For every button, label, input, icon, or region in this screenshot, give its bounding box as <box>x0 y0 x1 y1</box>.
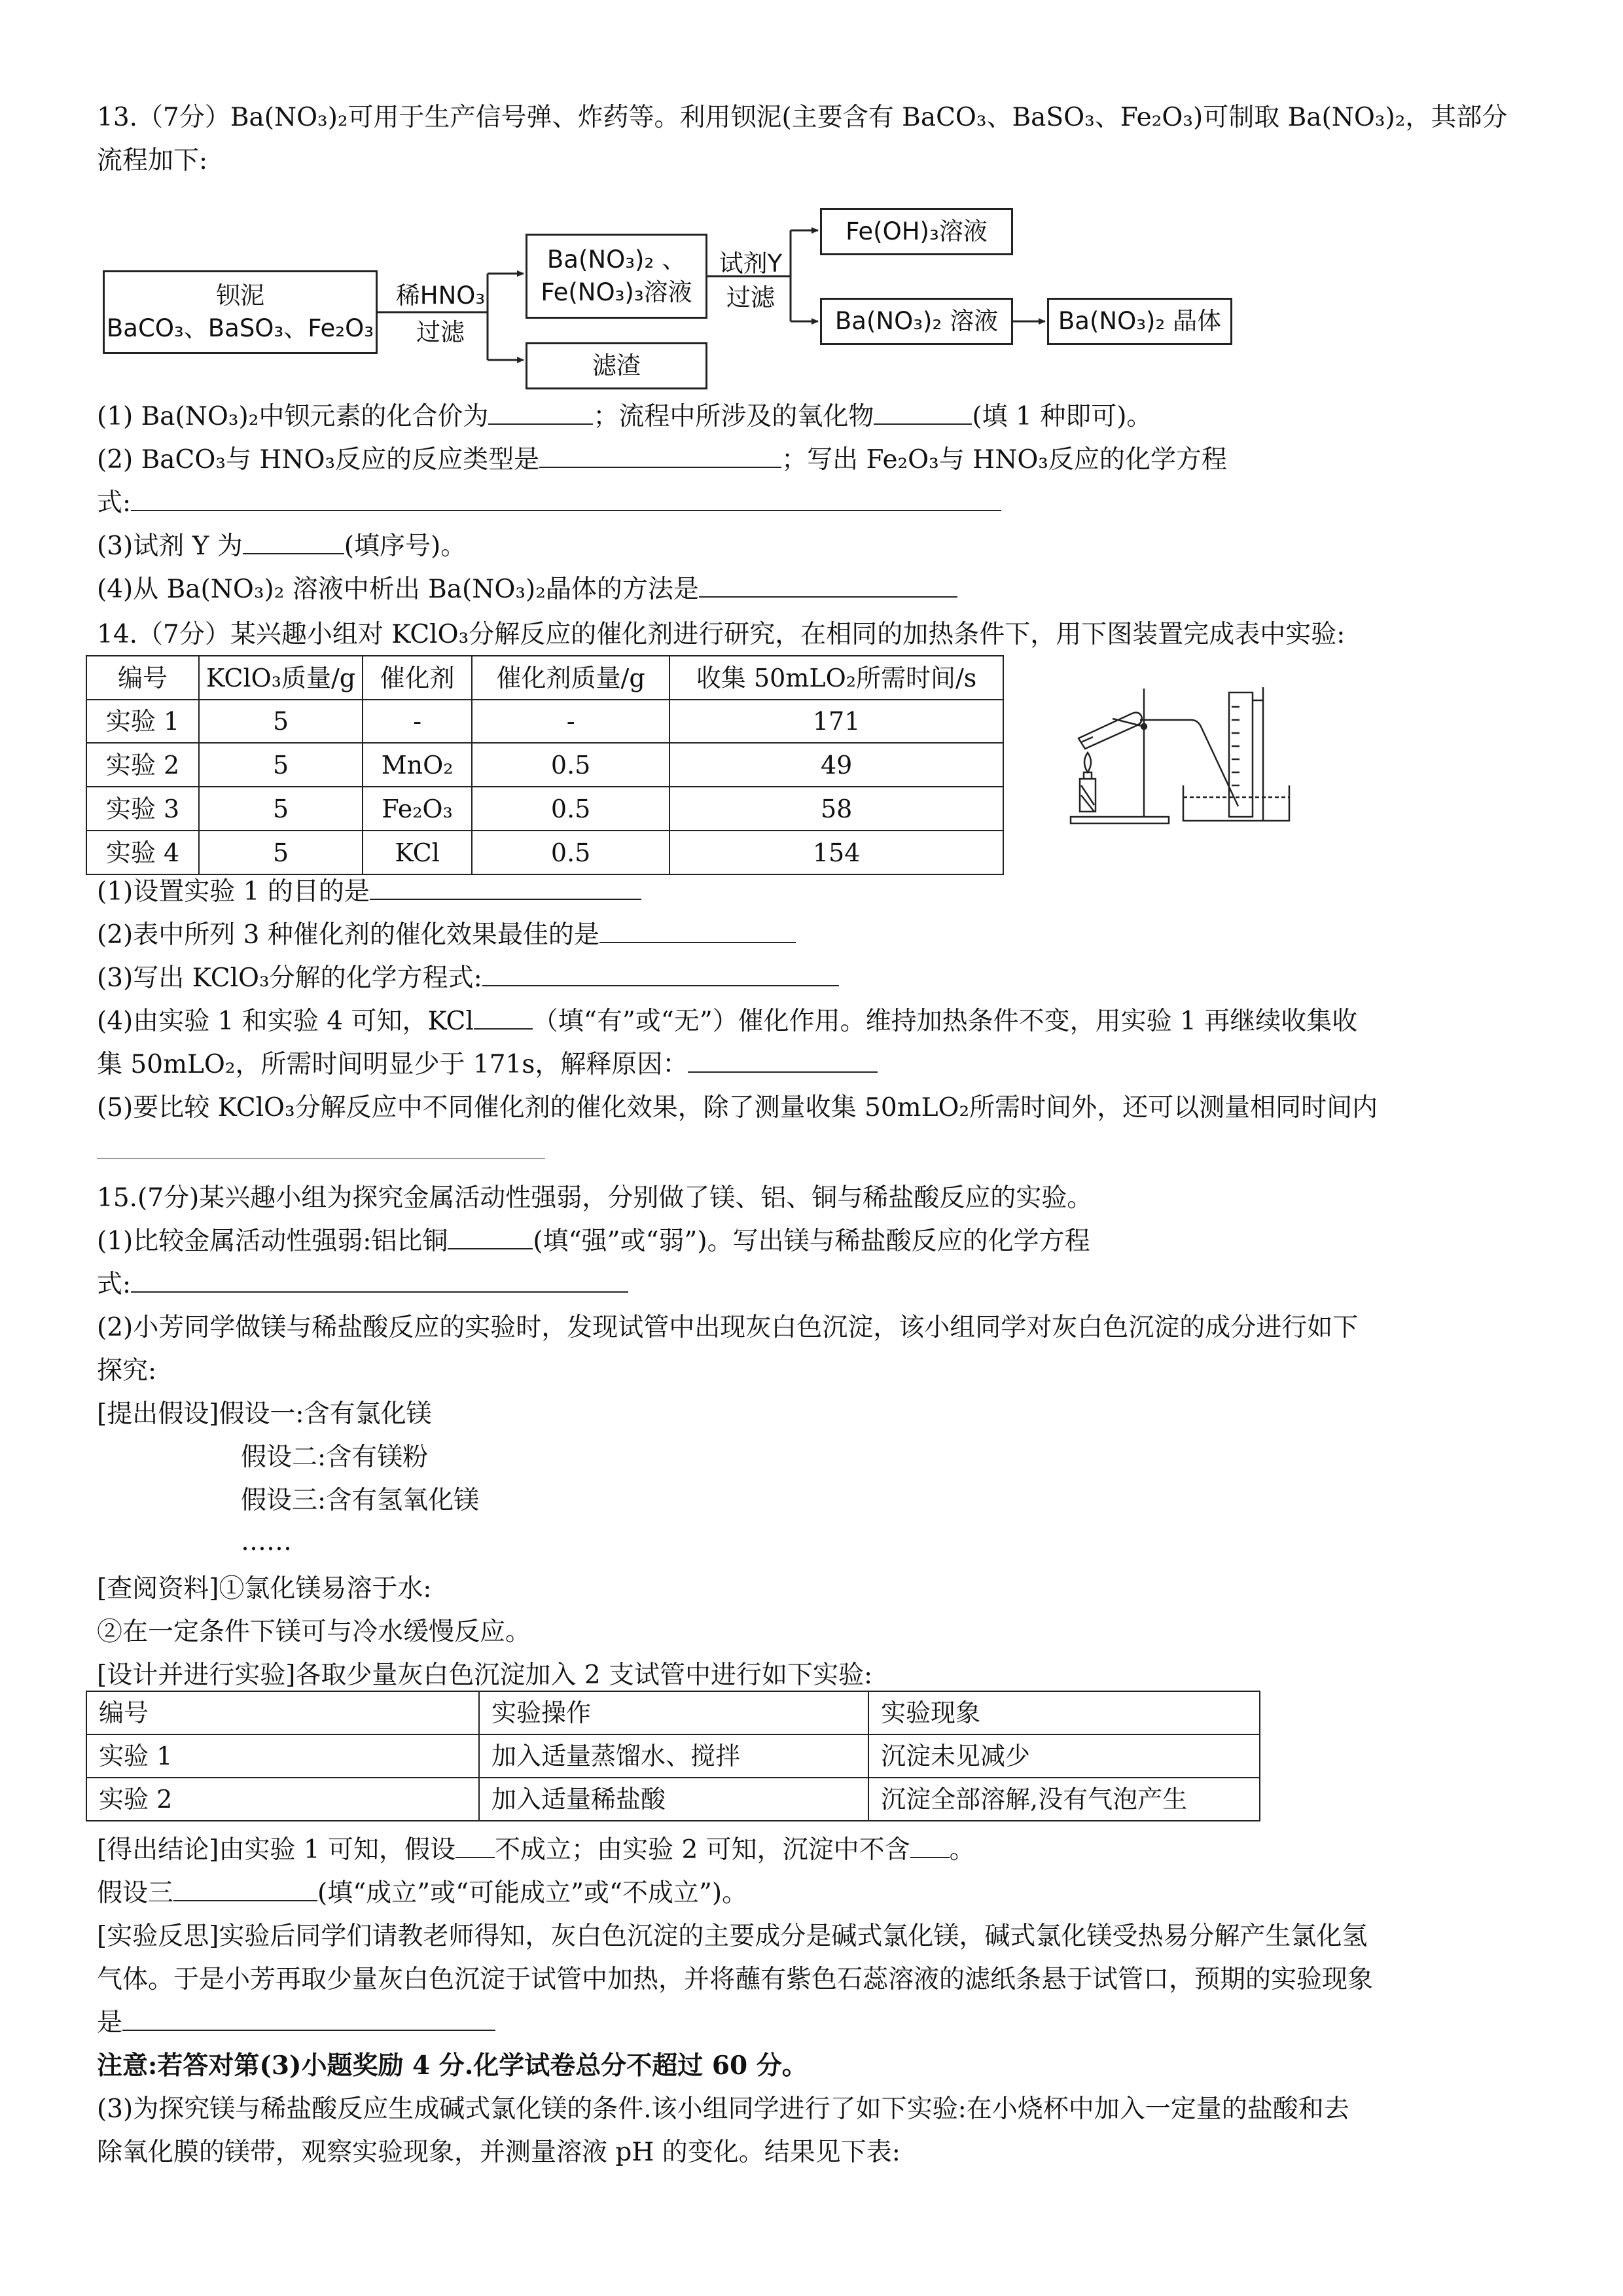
q15-conclusion-blank-2[interactable] <box>910 1837 950 1858</box>
q13-part1-blank-2[interactable] <box>874 404 972 425</box>
q14-part3-blank[interactable] <box>482 965 839 986</box>
q15-part1-blank-1[interactable] <box>448 1229 533 1249</box>
table-row <box>86 1734 1260 1778</box>
q15-conclusion-1 <box>97 1837 975 1863</box>
q14-part3 <box>97 965 839 991</box>
table-row <box>86 1778 1260 1821</box>
q14-cell: 实验 2 <box>86 743 199 787</box>
q13-part2 <box>97 447 1227 473</box>
q14-table-header-row <box>86 656 1003 700</box>
q15-part1-cont <box>97 1272 628 1297</box>
q14-part1 <box>97 879 641 905</box>
q15-hypothesis-3: 假设三:含有氢氧化镁 <box>241 1486 480 1515</box>
q14-cell: 实验 3 <box>86 787 199 831</box>
oxygen-collection-apparatus-figure <box>1067 681 1302 831</box>
q13-part2-blank-1[interactable] <box>539 447 781 468</box>
q15-part1 <box>97 1229 1090 1254</box>
q13-stem-line2: 流程加下: <box>97 146 208 175</box>
q15-col-id: 编号 <box>86 1691 479 1734</box>
q13-stem-line1: 13.（7分）Ba(NO₃)₂可用于生产信号弹、炸药等。利用钡泥(主要含有 BaCO₃、BaSO₃、Fe₂O₃)可制取 Ba(NO₃)₂，其部分 <box>97 103 1508 132</box>
q14-part1-text: (1)设置实验 1 的目的是 <box>97 877 370 906</box>
q15-part1-text-c: 式: <box>97 1270 132 1299</box>
q15-part2-line1: (2)小芳同学做镁与稀盐酸反应的实验时，发现试管中出现灰白色沉淀，该小组同学对灰白色沉淀的成分进行如下 <box>97 1313 1359 1342</box>
q15-cell: 沉淀全部溶解,没有气泡产生 <box>868 1778 1260 1821</box>
table-row <box>86 700 1003 743</box>
q14-part2-blank[interactable] <box>599 922 796 943</box>
table-row <box>86 743 1003 787</box>
q15-cell: 实验 1 <box>86 1734 479 1778</box>
q14-part5: (5)要比较 KClO₃分解反应中不同催化剂的催化效果，除了测量收集 50mLO₂所需时间外，还可以测量相同时间内 <box>97 1093 1378 1122</box>
flow-box-residue-label: 滤渣 <box>592 351 641 380</box>
flow-box-barium-mud-formula: BaCO₃、BaSO₃、Fe₂O₃ <box>106 314 374 342</box>
q15-table <box>86 1691 1260 1821</box>
q13-part1 <box>97 404 1152 429</box>
q15-reflection-2: 气体。于是小芳再取少量灰白色沉淀于试管中加热，并将蘸有紫色石蕊溶液的滤纸条悬于试管口，预期的实验现象 <box>97 1965 1374 1994</box>
q15-conclusion-text-e: (填“成立”或“可能成立”或“不成立”)。 <box>317 1878 748 1908</box>
q13-part1-text-a: (1) Ba(NO₃)₂中钡元素的化合价为 <box>97 402 489 431</box>
q15-col-phenomenon: 实验现象 <box>868 1691 1260 1734</box>
q14-cell: - <box>363 700 472 743</box>
flow-label-filter-1: 过滤 <box>416 318 465 346</box>
q14-cell: 49 <box>669 743 1003 787</box>
q13-part2-text-b: ；写出 Fe₂O₃与 HNO₃反应的化学方程 <box>781 445 1227 475</box>
q13-part3-text-a: (3)试剂 Y 为 <box>97 531 243 561</box>
q14-cell: KCl <box>363 831 472 874</box>
q14-cell: 实验 4 <box>86 831 199 874</box>
q14-col-time: 收集 50mLO₂所需时间/s <box>669 656 1003 700</box>
flow-box-barium-nitrate-solution-label: Ba(NO₃)₂ 溶液 <box>834 307 999 336</box>
q14-part5-answer-line <box>97 1138 545 1163</box>
q14-cell: 58 <box>669 787 1003 831</box>
q15-design-intro: [设计并进行实验]各取少量灰白色沉淀加入 2 支试管中进行如下实验: <box>97 1660 873 1690</box>
table-row <box>86 787 1003 831</box>
q14-part3-text: (3)写出 KClO₃分解的化学方程式: <box>97 963 482 993</box>
q14-cell: Fe₂O₃ <box>363 787 472 831</box>
flow-box-barium-mud-title: 钡泥 <box>216 281 264 310</box>
q14-part4-blank-2[interactable] <box>688 1052 878 1073</box>
q13-part4 <box>97 577 957 602</box>
delivery-tube <box>1140 720 1238 806</box>
q15-conclusion-text-d: 假设三 <box>97 1878 174 1908</box>
q15-cell: 加入适量稀盐酸 <box>479 1778 868 1821</box>
q14-part4 <box>97 1009 1357 1034</box>
q15-conclusion-text-b: 不成立；由实验 2 可知，沉淀中不含 <box>495 1835 910 1865</box>
q13-part2-blank-2[interactable] <box>131 490 1001 511</box>
flow-arrows <box>0 0 1623 458</box>
q13-part1-blank-1[interactable] <box>488 404 593 425</box>
q15-part1-blank-2[interactable] <box>131 1272 628 1293</box>
q14-part4-cont <box>97 1052 878 1077</box>
q14-cell: 5 <box>199 743 363 787</box>
q14-part4-blank-1[interactable] <box>474 1009 533 1030</box>
flow-box-barium-nitrate-crystal-label: Ba(NO₃)₂ 晶体 <box>1058 307 1222 336</box>
q14-part4-text-c: 集 50mLO₂，所需时间明显少于 171s，解释原因： <box>97 1050 688 1079</box>
q15-cell: 实验 2 <box>86 1778 479 1821</box>
q15-stem: 15.(7分)某兴趣小组为探究金属活动性强弱，分别做了镁、铝、铜与稀盐酸反应的实验。 <box>97 1183 1093 1213</box>
q15-reflection-3 <box>97 2010 495 2036</box>
q14-cell: 实验 1 <box>86 700 199 743</box>
q14-cell: 0.5 <box>472 787 669 831</box>
q14-cell: - <box>472 700 669 743</box>
q14-part4-text-a: (4)由实验 1 和实验 4 可知，KCl <box>97 1007 474 1036</box>
q14-cell: 0.5 <box>472 831 669 874</box>
q13-part2-text-a: (2) BaCO₃与 HNO₃反应的反应类型是 <box>97 445 540 475</box>
test-tube <box>1079 713 1142 749</box>
q15-cell: 加入适量蒸馏水、搅拌 <box>479 1734 868 1778</box>
q14-col-catalyst-mass: 催化剂质量/g <box>472 656 669 700</box>
flow-label-reagent-y: 试剂Y <box>719 249 783 278</box>
table-row <box>86 831 1003 874</box>
q14-stem: 14.（7分）某兴趣小组对 KClO₃分解反应的催化剂进行研究，在相同的加热条件下，用下图装置完成表中实验: <box>97 620 1346 649</box>
q14-part5-blank[interactable] <box>97 1154 545 1158</box>
q14-col-catalyst: 催化剂 <box>363 656 472 700</box>
q14-cell: MnO₂ <box>363 743 472 787</box>
q14-cell: 171 <box>669 700 1003 743</box>
q14-part1-blank[interactable] <box>370 879 641 900</box>
q15-conclusion-text-c: 。 <box>949 1835 975 1865</box>
q14-col-kclo3-mass: KClO₃质量/g <box>199 656 363 700</box>
q15-reference-1: [查阅资料]①氯化镁易溶于水: <box>97 1574 432 1604</box>
flame <box>1084 753 1091 772</box>
q14-cell: 5 <box>199 700 363 743</box>
q15-hypothesis-etc: …… <box>241 1527 292 1556</box>
q15-part1-text-a: (1)比较金属活动性强弱:铝比铜 <box>97 1227 448 1256</box>
q15-part1-text-b: (填“强”或“弱”)。写出镁与稀盐酸反应的化学方程 <box>533 1227 1090 1256</box>
q15-col-operation: 实验操作 <box>479 1691 868 1734</box>
q13-part1-text-c: (填 1 种即可)。 <box>972 402 1152 431</box>
q15-hypothesis-1: [提出假设]假设一:含有氯化镁 <box>97 1399 432 1429</box>
q15-reference-2: ②在一定条件下镁可与冷水缓慢反应。 <box>97 1617 531 1647</box>
q13-part4-text: (4)从 Ba(NO₃)₂ 溶液中析出 Ba(NO₃)₂晶体的方法是 <box>97 575 699 604</box>
q15-reflection-text: 是 <box>97 2008 123 2037</box>
q15-part2-line2: 探究: <box>97 1356 157 1386</box>
q15-hypothesis-2: 假设二:含有镁粉 <box>241 1443 429 1472</box>
q15-conclusion-text-a: [得出结论]由实验 1 可知，假设 <box>97 1835 456 1865</box>
q15-table-header-row <box>86 1691 1260 1734</box>
q15-conclusion-2 <box>97 1880 747 1906</box>
q14-cell: 5 <box>199 831 363 874</box>
q13-part2-cont <box>97 490 1001 516</box>
q14-table <box>86 655 1004 875</box>
q14-cell: 0.5 <box>472 743 669 787</box>
q14-part4-text-b: （填“有”或“无”）催化作用。维持加热条件不变，用实验 1 再继续收集收 <box>532 1007 1358 1036</box>
measuring-cylinder <box>1229 692 1253 817</box>
q15-part3-line2: 除氧化膜的镁带，观察实验现象，并测量溶液 pH 的变化。结果见下表: <box>97 2138 901 2167</box>
stand-base <box>1071 817 1169 823</box>
q15-part3-line1: (3)为探究镁与稀盐酸反应生成碱式氯化镁的条件.该小组同学进行了如下实验:在小烧杯中加入一定量的盐酸和去 <box>97 2094 1349 2124</box>
q14-cell: 5 <box>199 787 363 831</box>
flow-label-filter-2: 过滤 <box>726 283 775 312</box>
q15-reflection-blank[interactable] <box>122 2010 495 2031</box>
q13-part3-blank[interactable] <box>243 533 344 554</box>
q13-part2-text-c: 式: <box>97 488 132 518</box>
q13-part4-blank[interactable] <box>699 577 957 598</box>
q15-bonus-note: 注意:若答对第(3)小题奖励 4 分.化学试卷总分不超过 60 分。 <box>97 2051 808 2081</box>
q14-cell: 154 <box>669 831 1003 874</box>
q13-part1-text-b: ；流程中所涉及的氧化物 <box>593 402 874 431</box>
flow-label-nitric-acid: 稀HNO₃ <box>395 281 486 310</box>
q15-conclusion-blank-3[interactable] <box>173 1880 317 1901</box>
flow-box-mixed-solution-line1: Ba(NO₃)₂ 、 <box>546 245 687 274</box>
q14-part2-text: (2)表中所列 3 种催化剂的催化效果最佳的是 <box>97 920 599 950</box>
q15-reflection-1: [实验反思]实验后同学们请教老师得知，灰白色沉淀的主要成分是碱式氯化镁，碱式氯化镁受热易分解产生氯化氢 <box>97 1922 1368 1951</box>
q15-cell: 沉淀未见减少 <box>868 1734 1260 1778</box>
q14-part2 <box>97 922 796 948</box>
q13-part3 <box>97 533 466 559</box>
flow-box-iron-hydroxide-label: Fe(OH)₃溶液 <box>846 217 988 246</box>
q13-part3-text-b: (填序号)。 <box>344 531 467 561</box>
flow-box-mixed-solution-line2: Fe(NO₃)₃溶液 <box>541 278 692 306</box>
q14-col-id: 编号 <box>86 656 199 700</box>
q15-conclusion-blank-1[interactable] <box>455 1837 495 1858</box>
